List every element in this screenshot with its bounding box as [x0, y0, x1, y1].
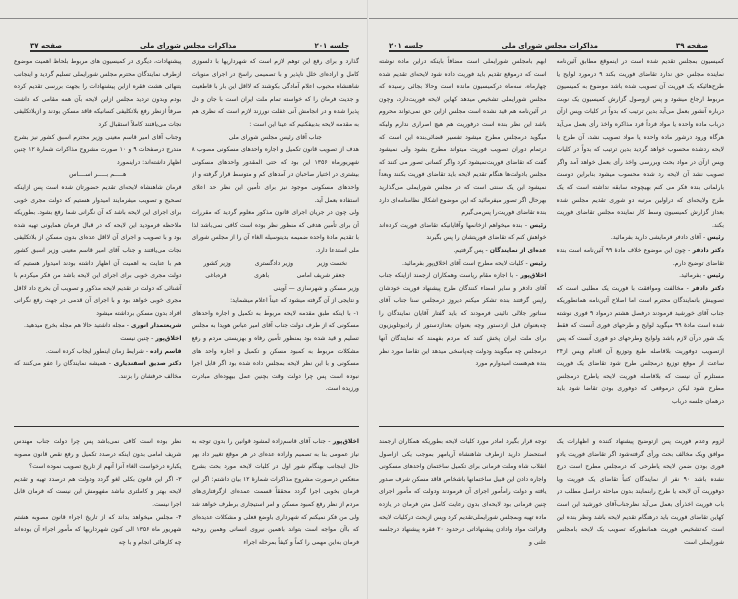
speech-text: با اجازه مقام ریاست وهمکاران ارجمند ازاینکه جناب آقای دادفر و سایر امضاء کنندگان طرح پیشنهاد فوریت خودشان راپس گرفتند بنده تشکر میکنم دیروز درمجلس سنا جناب آقای سناتور جلالی نائینی فرمودند که باید گفتار آقایان نمایندگان را چه‌بعنوان قبل ازدستور وچه بعنوان بعدازدستور از رادیوتلویزیون برای ملت ایران پخش کنند که مردم بفهمند که نمایندگان آنها درمجلس چه میگویند ودولت چه‌پاسخی میدهد این تقاضا مورد نظر بنده هم‌هست امیدوارم مورد — [379, 272, 547, 368]
speaker-paragraph: اخلاق‌پور - چنین نیست — [120, 335, 182, 343]
speaker-paragraph: رئیس - کلیات لایحه مطرح است آقای اخلاق‌پور بفرمائید. — [402, 259, 547, 267]
signature-row — [192, 258, 360, 271]
speaker-name: رئیس — [707, 234, 724, 242]
speaker-name: اخلاق‌پور — [155, 335, 182, 343]
page-header-left — [30, 38, 349, 52]
signature-name: قره‌باغی — [205, 272, 227, 280]
body-paragraph: نظر بوده است کافی نمی‌باشد پس چرا دولت جناب مهندس شریف امامی بدون اینکه درصدد تکمیل و رفع نقص قانون مصوبه یکباره درخواست الغاء آنرا آنهم از تاریخ تصویب نموده است؟ — [14, 438, 182, 471]
speaker-paragraph: رئیس - آقای دادفر فرمایشی دارید بفرمائید. — [610, 234, 724, 242]
header-title: مذاکرات مجلس شورای ملی — [501, 42, 598, 50]
page-header-right — [389, 38, 708, 52]
speech-text: پس گرفتیم. — [453, 246, 484, 254]
header-session: جلسه ۲۰۱ — [389, 42, 424, 50]
speaker-paragraph: اخلاق‌پور - با اجازه مقام ریاست وهمکاران ارجمند ازاینکه جناب آقای دادفر و سایر امضاء کنندگان طرح پیشنهاد فوریت خودشان راپس گرفتند بنده تشکر میکنم دیروز درمجلس سنا جناب آقای سناتور جلالی نائینی فرمودند که باید گفتار آقایان نمایندگان را چه‌بعنوان قبل ازدستور وچه بعنوان بعدازدستور از رادیوتلویزیون برای ملت ایران پخش کنند که مردم بفهمند که نمایندگان آنها درمجلس چه میگویند ودولت چه‌پاسخی میدهد این تقاضا مورد نظر بنده هم‌هست امیدوارم مورد — [379, 272, 547, 368]
signature-name: وزیر دادگستری — [254, 259, 294, 267]
speaker-name: عده‌ای از نمایندگان — [489, 246, 547, 254]
body-paragraph: وجناب آقای امیر قاسم معینی وزیر محترم اسبق کشور نیز بشرح مندرج درصفحات ۹ و ۱۰ صورت مشروح مذاکرات شمارهٔ ۱۲ چنین اظهار داشته‌اند: دراینمورد — [14, 133, 182, 166]
right-upper-columns — [379, 56, 724, 418]
speaker-name: اخلاق‌پور — [332, 438, 359, 445]
speaker-name: رئیس — [529, 221, 547, 229]
top-rule — [0, 18, 369, 19]
speech-text: بفرمائید. — [679, 272, 702, 280]
speech-text: چنین نیست — [120, 335, 150, 343]
speaker-paragraph: اخلاق‌پور - جناب آقای قاسم‌زاده لمشود قوانین را بدون توجه به نیاز عمومی بنا به تصمیم واراده عده‌ای در هر موقع تغییر داد بهر حال اینجانب بهنگام شور اول در کلیات لایحه مورد بحث بشرح منعکس درصورت مشروح مذاکرات شمارهٔ ۱۲ بیان داشتم: اگر این فرمان بخوبی اجرا گردد محققاً قسمت عمده‌ای ازگرفتاری‌های مردم از نظر رفع کمبود مسکن و امر استیجاری برطرف خواهد شد ولی من فکر نمیکنم که شهرداری باوضع فعلی و مشکلات عدیده‌ای که باآن مواجه است بتواند باهمین نیروی انسانی وهمین روحیه فرمان به‌این مهمی را کماً و کیفاً بمرحله اجراء — [191, 438, 359, 546]
section-divider — [14, 426, 359, 427]
body-paragraph: لزوم وعدم فوریت پس ازتوضیح پیشنهاد کننده و اظهارات یک موافق ویک مخالف بحث ورأی گرفته‌شود اگر تقاضای فوریت یادو فوری بودن ضمن لایحه یاطرحی که درمجلس مطرح است درج نشده باشد ۹۰ نفر از نمایندگان کتباً تقاضای یک فوریت ویا دوفوریت آن لایحه یا طرح رابنمایند بدون مباحثه دراصل مطلب در باب فوریت اخذرأی بعمل می‌آید نظرجناب‌آقای خورشید این است کهاین تقاضای فوریت باید درهنگام تقدیم لایحه باشد ونظر بنده این است که‌تشخیص فوریت همانطورکه تصویب یک لایحه بامجلس شورایملی است — [556, 438, 724, 546]
speaker-name: رئیس — [529, 259, 547, 267]
speech-text: همیشه نمایندگان را عفو می‌کنند که مخالف حرفشان را بزنند. — [14, 360, 182, 380]
header-page-number: صفحه ۳۷ — [30, 42, 63, 50]
signature-name: جعفر شریف امامی — [296, 272, 346, 280]
speaker-name: دکتر صدیق اسفندیاری — [113, 360, 182, 368]
signature-name: باهری — [254, 272, 270, 280]
body-paragraph: گذارد و برای رفع این توهم لازم است که شهرداریها با دلسوزی کامل و اراده‌ای خلل ناپذیر و با تصمیمی راسخ در اجرای منویات شاهنشاه محبوب اعلام آمادگی بکوشند که لااقل این بار با قاطعیت و جدیت فرمان را که خواسته تمام ملت ایران است با جان و دل پذیرا شده و در انجامش آنی غفلت نورزند لازم است که نظری هم به مقدمه لایحه بدبیفکنیم که عینا این است : — [191, 58, 359, 128]
speaker-name: قاسم زاده — [150, 347, 182, 355]
centered-heading: هـــــم بـــــر اســــاس — [69, 171, 127, 179]
body-paragraph: پیشنهادات، دیگری در کمیسیون های مربوط بلحاظ اهمیت موضوع ازطرف نمایندگان محترم مجلس شورایملی تسلیم گردید و اینجانب بتنهائی هشت فقره ازاین پیشنهادات را بجهت بررسی تقدیم کرده بودم وبدون تردید مجلس ازاین لایحه بآن همه مقامی که داشت صرفاً ازنظر رفع بلاتکلیفی کسانیکه فاقد مسکن بودند و ازبلاتکلیفی نجات می‌یافتند کاملاً استقبال کرد — [14, 58, 182, 128]
body-paragraph: ۱- با اینکه طبق مقدمه لایحه مربوط به تکمیل و اجاره واحدهای مسکونی که از طرف دولت جناب آقای امیر عباس هویدا به مجلس تسلیم و قید شده بود بمنظور تأمین رفاه و بهزیستی مردم و رفع مشکلات مربوط به کمبود مسکن و تکمیل و اجاره واحد های مسکونی و با این نظر لایحه بمجلس داده شده بود اگر قابل اجرا نبوده است پس چرا دولت وقت بچنین عمل بیهوده‌ای مبادرت ورزیده است. — [191, 309, 359, 393]
body-paragraph: کمیسیون بمجلس تقدیم شده است در اینموقع مطابق آئین‌نامه نماینده مجلس حق ندارد تقاضای فوریت بکند ۹ درمورد لوایح یا طرح‌هائیکه یک فوریت آن تصویب شده باشد موضوع به کمیسیون مربوط ارجاع میشود و پس ازوصول گزارش کمیسیون یک نوبت درباره آنشور بعمل می‌آید بدین ترتیب که بدواً در کلیات وپس ازآن درباب ماده واحده یا مواد فرداً فرد مذاکره واخذ رأی بعمل می‌آید هرگاه ورود درشور ماده واحده یا مواد تصویب نشد، آن طرح یا لایحه ردشده محسوب خواهد گردید بدین ترتیب که بدواً در کلیات وپس ازآن در مواد بحث وبررسی واخذ رأی بعمل خواهد آمد واگر تصویب نشد آن لایحه رد شده محسوب میشود بنابراین دوست بارلمانی بنده فکر می کنم بهیچوجه سابقه نداشته است که یک طرح ولایحه‌ای که دراولین مرتبه دو شوری تقدیم مجلس شده بعداز گزارش کمیسیون وسط کار نماینده مجلس تقاضای فوریت بکند. — [556, 58, 724, 229]
speaker-paragraph: قاسم زاده - شرایط زمان اینطور ایجاب کرده است. — [45, 347, 182, 355]
speaker-paragraph: رئیس - بنده میخواهم ازخانمها وآقایانیکه تقاضای فوریت کرده‌اند خواهش کنم که تقاضای فوریتشان را پس بگیرند — [379, 221, 547, 242]
speaker-name: شریعتمدار انوری — [130, 322, 182, 330]
right-lower-col-right — [557, 436, 725, 566]
speaker-paragraph: عده‌ای از نمایندگان - پس گرفتیم. — [453, 246, 547, 254]
speaker-name: اخلاق‌پور — [520, 272, 547, 280]
right-upper-col-left — [379, 56, 547, 418]
header-session: جلسه ۲۰۱ — [314, 42, 349, 50]
right-lower-col-left — [379, 436, 547, 566]
left-upper-col-left — [14, 56, 182, 418]
left-lower-col-right — [192, 436, 360, 566]
right-lower-columns — [379, 436, 724, 566]
signature-name: نخست وزیر — [317, 259, 348, 267]
speech-text: مخالفت وموافقت با فوریت یک مطلبی است که تصویبش بانمایندگان محترم است اما اصلاح آئین‌نامه همانطوریکه جناب آقای خورشید فرمودند درفصل هشتم درمواد ۹ فوری نوشته شده است مادهٔ ۹۹ میگوید لوایح و طرحهای فوری آنست که فقط یک شور درآن لازم باشد ولوایح وطرحهای دو فوری آنست که پس ازتصویب دوفوریت بلافاصله طبع وتوزیع آن اقدام وپس از۲۴ ساعت از موقع توزیع درمجلس طرح شود تقاضای یک فوریت مستلزم آن نیست که بلافاصله فوریت لایحه یاطرح درمجلس مطرح شود لیکن درموقعی که دوفوری بودن تقاضا شود باید درهمان جلسه درباب — [556, 284, 724, 406]
left-lower-columns — [14, 436, 359, 566]
speech-text: شرایط زمان اینطور ایجاب کرده است. — [45, 347, 144, 355]
speech-text: کلیات لایحه مطرح است آقای اخلاق‌پور بفرمائید. — [402, 259, 524, 267]
speech-text: بنده میخواهم ازخانمها وآقایانیکه تقاضای فوریت کرده‌اند خواهش کنم که تقاضای فوریتشان را پس بگیرند — [379, 221, 547, 242]
speaker-name: دکتر دادفر — [691, 284, 724, 292]
signature-name: وزیر کشور — [203, 259, 231, 267]
speech-text: مجله داشتید حالا هم مجله بخرج میدهید. — [24, 322, 125, 330]
body-paragraph: توجه قرار بگیرد امادر مورد کلیات لایحه بطوریکه همکاران ارجمند استحضار دارید ازطرف شاهنشاه آریامهر بموجب یکی ازاصول انقلاب شاه وملت فرمانی برای تکمیل ساختمان واحدهای مسکونی واجاره دادن این قبیل ساختمانها باشخاص فاقد مسکن شرف صدور یافته و دولت رامأمور اجرای آن فرمودند ودولت که مأمور اجرای چنین فرمانی بود لایحه‌ای بدون رعایت کامل متن فرمان در یازده ماده تهیه وبمجلس شورایملی‌تقدیم کرد وپس ازبحث درکلیات لایحه وقرائت مواد وادادن پیشنهاداتی درحدود ۲۰ فقره پیشنهاد درجلسه علنی و — [379, 438, 547, 546]
section-divider — [379, 426, 724, 427]
body-paragraph: ۳- اگر این قانون بکلی لغو گردد ودولت هم درصدد تهیه و تقدیم لایحه بهتر و کاملتری نباشد مفهومش این نیست که فرمان قابل اجرا نیست. — [14, 475, 182, 508]
speaker-paragraph: شریعتمدار انوری - مجله داشتید حالا هم مجله بخرج میدهید. — [24, 322, 182, 330]
right-body — [379, 56, 724, 569]
top-rule — [369, 18, 738, 19]
header-page-number: صفحه ۳۹ — [675, 42, 708, 50]
right-page — [369, 0, 738, 599]
speaker-paragraph: دکتر دادفر - چون این موضوع خلاف مادهٔ ۹۹ آئین‌نامه است بنده تقاضای توضیح دارم. — [556, 246, 724, 267]
speaker-paragraph: رئیس - بفرمائید. — [679, 272, 724, 280]
body-paragraph: هدف از تصویب قانون تکمیل و اجاره واحدهای مسکونی مصوب ۸ شهریورماه ۱۳۵۶ این بود که حتی المقدور واحدهای مسکونی بیشتری در اختیار صاحبان در آمدهای کم و متوسط قرار گرفته و از واحدهای مسکونی موجود نیز برای تأمین این نظر حد اعلای استفاده بعمل آید. — [191, 146, 359, 204]
body-paragraph: ابهم بامجلس شورایملی است مضافاً باینکه دراین ماده نوشته است که درموقع تقدیم باید فوریت داده شود لایحه‌ای تقدیم شده چهارماه، سه‌ماه درکمیسیون مانده است وحالا بجائی رسیده که مجلس شورایملی تشخیص میدهد کهاین لایحه فوریت‌دارد، وچون در آئین‌نامه هم قید نشده است مجلس ازاین حق نمی‌تواند محروم باشد این نظر بنده است درفوریت هم هیچ اصراری ندارم ولیکه میگوید درمجلس مطرح میشود تفسیر قضائی‌بنده این است که درتمام دوران تصویب فوریت میتواند مطرح بشود ولی نمیشود گفت که تقاضای فوریت‌نمیشود کرد واگر کسانی تصور می کنند که مجلس بادولت‌ها هنگام تقدیم لایحه باید تقاضای فوریت بکنند وبعداً نمیشود این یک سنتی است که در مجلس شورایملی می‌گذارید بهرحال اگر تصور میفرمائید که این موضوع اشکال نظامنامه‌ای دارد بنده تقاضای فوریت‌را پس‌می‌گیرم — [379, 58, 547, 217]
body-paragraph: فرمان شاهنشاه لایحه‌ای تقدیم حضورتان شده است پس ازاینکه تصحیح و تصویب میفرمایند امیدوار هستیم که دولت مجری خوبی برای اجرای این لایحه باشد که آن نگرانی شما رفع بشود. بطوریکه ملاحظه فرمودید این لایحه که در قبال فرمان همایونی تهیه شده بود و با تصویب و اجرای آن لااقل عده‌ای بدون مسکن از بلاتکلیفی نجات می‌یافتند و جناب آقای امیر قاسم معینی وزیر اسبق کشور هم با عنایت به اهمیت آن اظهار داشته بودند امیدوار هستیم که دولت مجری خوبی برای اجرای این لایحه باشد من فکر میکردم با آشنائی که دولت در تقدیم لایحه مذکور و تصویب آن بخرج داد لااقل مجری خوبی خواهد بود و با اجرای آن قدمی در جهت رفع نگرانی افراد بدون مسکن برداشته میشود — [14, 183, 182, 317]
speech-text: چون این موضوع خلاف مادهٔ ۹۹ آئین‌نامه است بنده تقاضای توضیح دارم. — [556, 246, 724, 267]
left-body — [14, 56, 359, 569]
body-paragraph: ۴- مجلس میخواهد بداند که از تاریخ اجراء قانون مصوبه هشتم شهریور ماه ۱۳۵۶ الی کنون شهرداریها که مأمور اجراء آن بوده‌اند چه کارهائی انجام و با چه — [14, 513, 182, 546]
right-upper-col-right — [557, 56, 725, 418]
left-upper-columns — [14, 56, 359, 418]
body-paragraph: وزیر مسکن و شهرسازی — آوینی — [273, 284, 359, 292]
header-title: مذاکرات مجلس شورای ملی — [140, 42, 237, 50]
speaker-name: دکتر دادفر — [692, 246, 724, 254]
speaker-name: رئیس — [707, 272, 724, 280]
left-upper-col-right — [192, 56, 360, 418]
body-paragraph: و نتایجی از آن گرفته میشود که عیناً اعلام میشماید: — [230, 297, 359, 305]
centered-heading: جناب آقای رئیس مجلس شورای ملی — [228, 133, 322, 141]
speaker-paragraph: دکتر صدیق اسفندیاری - همیشه نمایندگان را عفو می‌کنند که مخالف حرفشان را بزنند. — [14, 360, 182, 380]
speech-text: آقای دادفر فرمایشی دارید بفرمائید. — [610, 234, 702, 242]
speech-text: جناب آقای قاسم‌زاده لمشود قوانین را بدون توجه به نیاز عمومی بنا به تصمیم واراده عده‌ای در هر موقع تغییر داد بهر حال اینجانب بهنگام شور اول در کلیات لایحه مورد بحث بشرح منعکس درصورت مشروح مذاکرات شمارهٔ ۱۲ بیان داشتم: اگر این فرمان بخوبی اجرا گردد محققاً قسمت عمده‌ای ازگرفتاری‌های مردم از نظر رفع کمبود مسکن و امر استیجاری برطرف خواهد شد ولی من فکر نمیکنم که شهرداری باوضع فعلی و مشکلات عدیده‌ای که باآن مواجه است بتواند باهمین نیروی انسانی وهمین روحیه فرمان به‌این مهمی را کماً و کیفاً بمرحله اجراء — [191, 438, 359, 546]
signature-row — [192, 270, 360, 283]
speaker-paragraph: دکتر دادفر - مخالفت وموافقت با فوریت یک مطلبی است که تصویبش بانمایندگان محترم است اما اصلاح آئین‌نامه همانطوریکه جناب آقای خورشید فرمودند درفصل هشتم درمواد ۹ فوری نوشته شده است مادهٔ ۹۹ میگوید لوایح و طرحهای فوری آنست که فقط یک شور درآن لازم باشد ولوایح وطرحهای دو فوری آنست که پس ازتصویب دوفوریت بلافاصله طبع وتوزیع آن اقدام وپس از۲۴ ساعت از موقع توزیع درمجلس طرح شود تقاضای یک فوریت مستلزم آن نیست که بلافاصله فوریت لایحه یاطرح درمجلس مطرح شود لیکن درموقعی که دوفوری بودن تقاضا شود باید درهمان جلسه درباب — [556, 284, 724, 406]
left-lower-col-left — [14, 436, 182, 566]
body-paragraph: ولی چون در جریان اجرای قانون مذکور معلوم گردید که مقررات آن برای تأمین هدفی که منظور نظر بوده است کافی نمی‌باشد لذا با تقدیم مادهٔ واحده ضمیمه بدینوسیله الغاء آن را از مجلس شورای ملی استدعا دارد. — [191, 209, 359, 254]
